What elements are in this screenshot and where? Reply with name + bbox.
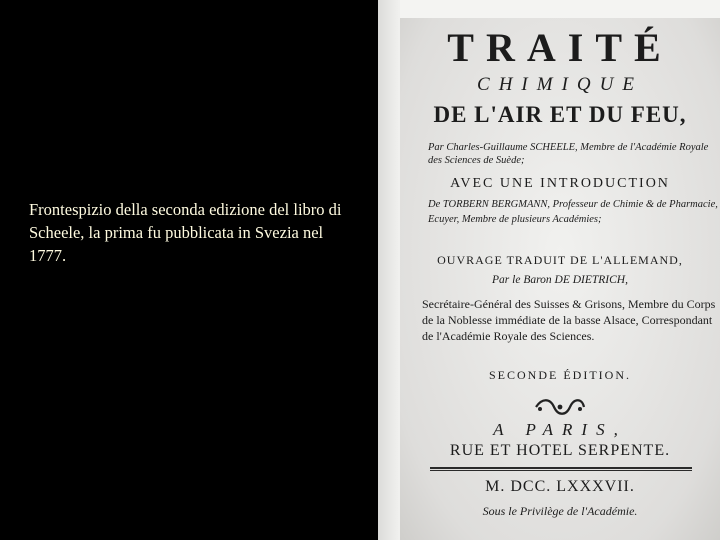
book-subtitle-2: DE L'AIR ET DU FEU, <box>433 102 687 127</box>
publisher-address: RUE ET HOTEL SERPENTE. <box>449 442 671 459</box>
privilege-line: Sous le Privilège de l'Académie. <box>482 504 638 518</box>
book-title: TRAITÉ <box>447 25 673 70</box>
translation-line: OUVRAGE TRADUIT DE L'ALLEMAND, <box>437 253 683 267</box>
book-subtitle-1: CHIMIQUE <box>477 74 643 95</box>
ornament-icon <box>532 396 588 418</box>
divider-rule <box>430 467 692 469</box>
title-page <box>400 18 720 540</box>
slide-caption: Frontespizio della seconda edizione del libro di Scheele, la prima fu pubblicata in Svezia nel 1777. <box>29 200 342 265</box>
divider-rule <box>430 470 692 471</box>
author-line: Par Charles-Guillaume SCHEELE, Membre de l'Académie Royale des Sciences de Suède; <box>428 142 709 166</box>
page-edge <box>378 0 400 540</box>
translator-line: Par le Baron DE DIETRICH, <box>492 274 628 286</box>
title-page-photo <box>378 0 720 540</box>
introduction-author: De TORBERN BERGMANN, Professeur de Chimie & de Pharmacie, Ecuyer, Membre de plusieurs Académies; <box>428 199 718 225</box>
translator-titles: Secrétaire-Général des Suisses & Grisons, Membre du Corps de la Noblesse immédiate de la basse Alsace, Correspondant de l'Académie Royale des Sciences. <box>422 297 716 343</box>
publication-date: M. DCC. LXXXVII. <box>485 478 635 495</box>
publication-city: A PARIS, <box>493 420 627 439</box>
edition-line: SECONDE ÉDITION. <box>489 368 631 382</box>
introduction-line: AVEC UNE INTRODUCTION <box>450 176 670 191</box>
